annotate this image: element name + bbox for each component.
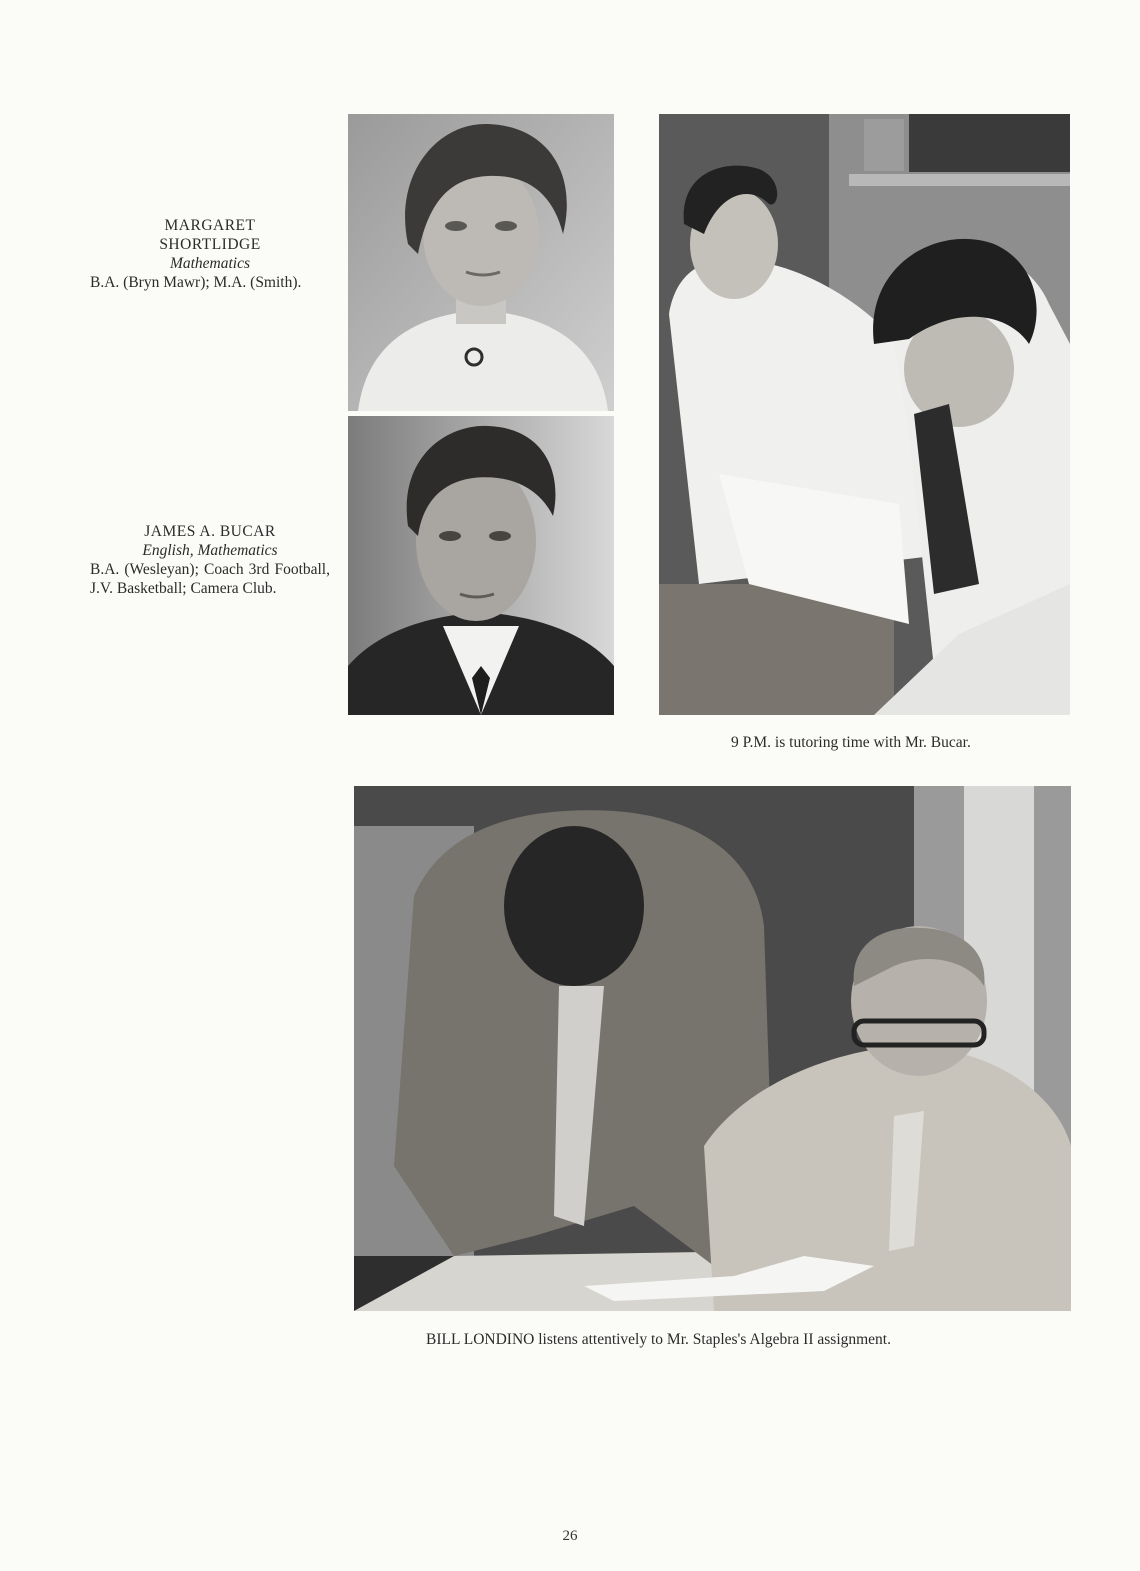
faculty-subject: Mathematics	[169, 255, 251, 272]
page-number: 26	[562, 1528, 578, 1544]
tutoring-caption: 9 P.M. is tutoring time with Mr. Bucar.	[731, 734, 971, 751]
algebra-photo	[354, 786, 1071, 1311]
algebra-caption: BILL LONDINO listens attentively to Mr. Staples's Algebra II assignment.	[426, 1331, 891, 1348]
faculty-credentials: B.A. (Wesleyan); Coach 3rd Football, J.V. Basketball; Camera Club.	[90, 561, 330, 597]
faculty-name-line2: SHORTLIDGE	[159, 236, 261, 253]
faculty-bio-shortlidge	[90, 216, 330, 292]
faculty-name: JAMES A. BUCAR	[144, 523, 276, 540]
faculty-name: MARGARET	[164, 217, 256, 234]
faculty-bio-bucar	[90, 522, 330, 598]
portrait-photo-bucar	[348, 416, 614, 715]
faculty-subject: English, Mathematics	[142, 542, 278, 559]
faculty-credentials: B.A. (Bryn Mawr); M.A. (Smith).	[90, 274, 302, 291]
tutoring-photo	[659, 114, 1070, 715]
portrait-photo-shortlidge	[348, 114, 614, 411]
